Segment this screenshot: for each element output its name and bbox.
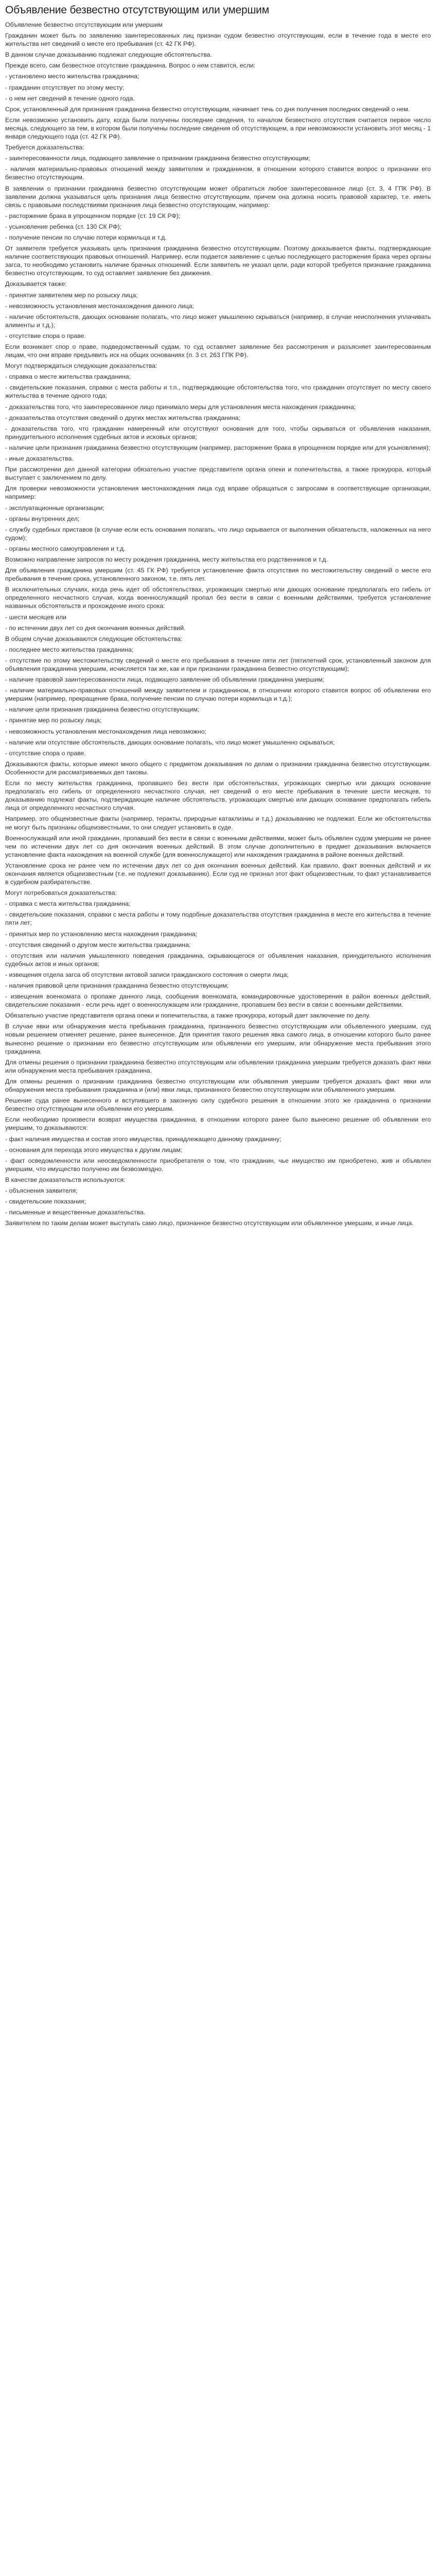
paragraph: В качестве доказательств используются: — [5, 1176, 126, 1183]
paragraph: - иные доказательства. — [5, 455, 74, 463]
paragraph: - о нем нет сведений в течение одного года. — [5, 94, 135, 102]
paragraph: - факт осведомленности или неосведомленности приобретателя о том, что гражданин, чье имущество им приобретено, жив и объявлен умершим, что имущество получено им безвозмездно. — [5, 1157, 431, 1173]
paragraph: Возможно направление запросов по месту рождения гражданина, месту жительства его родственников и т.д. — [5, 555, 328, 563]
paragraph: - наличие обстоятельств, дающих основание полагать, что лицо может умышленно скрываться (например, в случае неисполнения уплачивать алименты и т.д.); — [5, 313, 431, 329]
paragraph: - эксплуатационные организации; — [5, 504, 104, 512]
paragraph: - письменные и вещественные доказательства. — [5, 1209, 146, 1216]
paragraph: - отсутствия сведений о другом месте жительства гражданина; — [5, 941, 191, 948]
paragraph: - отсутствие по этому местожительству сведений о месте его пребывания в течение пяти лет (пятилетний срок, установленный законом для объявления гражданина умершим, исчисляется так же, как и при признании гражданина безвестно отсутствующим); — [5, 656, 431, 672]
paragraph: - службу судебных приставов (в случае если есть основания полагать, что лицо скрывается от выполнения обязательств, наложенных на него судом); — [5, 526, 431, 541]
paragraph: - получение пенсии по случаю потери кормильца и т.д. — [5, 233, 167, 241]
paragraph: При рассмотрении дел данной категории обязательно участие представителя органа опеки и попечительства, а также прокурора, который выступает с заключением по делу. — [5, 466, 431, 482]
paragraph: - извещения отдела загса об отсутствии актовой записи гражданского состояния о смерти лица; — [5, 971, 289, 978]
paragraph: - установлено место жительства гражданина; — [5, 73, 139, 80]
paragraph: Военнослужащий или иной гражданин, пропавший без вести в связи с военными действиями, может быть объявлен судом умершим не ранее чем по истечении двух лет со дня окончания военных действий. В этом случае дополнительно в предмет доказывания включается установление факта нахождения на военной службе (для военнослужащего) или нахождения гражданина в районе военных действий. — [5, 834, 431, 858]
paragraph: - отсутствие спора о праве. — [5, 749, 86, 757]
paragraph: - свидетельские показания, справки с места работы и т.п., подтверждающие обстоятельства того, что гражданин отсутствует по месту своего жительства в течение одного года; — [5, 384, 431, 400]
paragraph: - шести месяцев или — [5, 613, 66, 621]
paragraph: - органы внутренних дел; — [5, 515, 80, 522]
paragraph: Доказывается также: — [5, 280, 67, 288]
paragraph: Требуется доказательства: — [5, 144, 84, 151]
paragraph: - объяснения заявителя; — [5, 1187, 78, 1194]
paragraph: - невозможность установления местонахождения лица невозможно; — [5, 727, 206, 735]
paragraph: - отсутствие спора о праве. — [5, 332, 86, 340]
paragraph: - гражданин отсутствует по этому месту; — [5, 83, 125, 91]
paragraph: - наличие материально-правовых отношений между заявителем и гражданином, в отношении которого ставится вопрос об объявлении его умершим (например, прекращение брака, получение пенсии по случаю потери кормильца и т.д.); — [5, 687, 431, 703]
paragraph: - справка о месте жительства гражданина; — [5, 373, 131, 381]
paragraph: Могут потребоваться доказательства: — [5, 889, 117, 897]
paragraph: Заявителем по таким делам может выступать само лицо, признанное безвестно отсутствующим или объявленное умершим, и иные лица. — [5, 1219, 414, 1227]
paragraph: - органы местного самоуправления и т.д. — [5, 545, 126, 552]
paragraph: - свидетельские показания; — [5, 1198, 86, 1206]
paragraph: - принятие мер по розыску лица; — [5, 717, 102, 724]
paragraph: В случае явки или обнаружения места пребывания гражданина, признанного безвестно отсутствующим или объявленного умершим, суд новым решением отменяет решение, ранее вынесенное. Для принятия такого решения явка самого лица, в отношении которого было ранее вынесено решение о признании его безвестно отсутствующим или объявлении его умершим, или обнаружение места пребывания этого гражданина. — [5, 1023, 431, 1055]
paragraph: - доказательства того, что заинтересованное лицо принимало меры для установления места нахождения гражданина; — [5, 403, 356, 411]
paragraph: От заявителя требуется указывать цель признания гражданина безвестно отсутствующим. Поэтому доказывается факты, подтверждающие наличие соответствующих правовых отношений. Например, если подается заявление с целью последующего расторжения брака через органы загса, то необходимо установить наличие брачных отношений. Если заявитель не указал цели, ради которой требуется признание гражданина безвестно отсутствующим, то суд оставляет заявление без движения. — [5, 245, 431, 277]
paragraph: Прежде всего, сам безвестное отсутствие гражданина. Вопрос о нем ставится, если: — [5, 62, 256, 70]
paragraph: - наличия правовой цели признания гражданина безвестно отсутствующим; — [5, 982, 229, 989]
paragraph: В исключительных случаях, когда речь идет об обстоятельствах, угрожающих смертью или дающих основание предполагать его гибель от определенного несчастного случая, когда военнослужащий пропал без вести в связи с военными действиями, требуется установление названных обстоятельств и прохождение иного срока: — [5, 586, 431, 610]
paragraph: - заинтересованности лица, подающего заявление о признании гражданина безвестно отсутствующим; — [5, 155, 310, 162]
paragraph: - доказательства отсутствия сведений о других местах жительства гражданина; — [5, 414, 240, 421]
paragraph: - наличие или отсутствие обстоятельств, дающих основание полагать, что лицо может умышленно скрываться; — [5, 738, 335, 746]
article-body — [5, 21, 431, 1227]
paragraph: Если невозможно установить дату, когда были получены последние сведения, то началом безвестного отсутствия считается первое число месяца, следующего за тем, в котором были получены последние сведения об отсутствующем, а при невозможности установить этот месяц - 1 января следующего года (ст. 42 ГК РФ). — [5, 116, 431, 141]
paragraph: - невозможность установления местонахождения данного лица; — [5, 302, 194, 310]
paragraph: Если по месту жительства гражданина, пропавшего без вести при обстоятельствах, угрожающих смертью или дающих основание предполагать его гибель от определенного несчастного случая, нет сведений о его месте пребывания в течение шести месяцев, то доказыванию подлежат факты, подтверждающие наличие обстоятельств, угрожающих смертью или дающих основание предполагать гибель лица от определенного несчастного случая. — [5, 779, 431, 812]
paragraph: - наличия материально-правовых отношений между заявителем и гражданином, в отношении которого ставится вопрос о признании его безвестно отсутствующим. — [5, 165, 431, 181]
paragraph: - факт наличия имущества и состав этого имущества, принадлежащего данному гражданину; — [5, 1135, 282, 1143]
paragraph: Доказываются факты, которые имеют много общего с предметом доказывания по делам о признании гражданина безвестно отсутствующим. Особенности для рассматриваемых дел таковы. — [5, 760, 431, 776]
paragraph: Для отмены решения о признании гражданина безвестно отсутствующим или объявления умершим требуется доказать факт явки или обнаружения места пребывания гражданина и (или) явки лица, признанного безвестно отсутствующим или объявленного умершим. — [5, 1077, 431, 1094]
paragraph: Решение суда ранее вынесенного и вступившего в законную силу судебного решения в отношении этого же гражданина о признании безвестно отсутствующим или объявлении его умершим. — [5, 1097, 431, 1113]
paragraph: - наличие правовой заинтересованности лица, подающего заявление об объявлении гражданина умершим; — [5, 676, 324, 684]
paragraph: - по истечении двух лет со дня окончания военных действий. — [5, 624, 186, 632]
paragraph: Если необходимо произвести возврат имущества гражданина, в отношении которого ранее было вынесено решение об объявлении его умершим, то доказываются: — [5, 1116, 431, 1132]
paragraph: - принятых мер по установлению места нахождения гражданина; — [5, 930, 198, 938]
paragraph: Для отмены решения о признании гражданина безвестно отсутствующим или объявлении гражданина умершим требуется доказать факт явки или обнаружения места пребывания гражданина. — [5, 1058, 431, 1074]
paragraph: Срок, установленный для признания гражданина безвестно отсутствующим, начинает течь со дня получения последних сведений о нем. — [5, 105, 410, 113]
paragraph: - справка с места жительства гражданина; — [5, 900, 131, 908]
paragraph: Если возникает спор о праве, подведомственный судам, то суд оставляет заявление без рассмотрения и разъясняет заинтересованным лицам, что они вправе предъявить иск на общих основаниях (п. 3 ст. 263 ГПК РФ). — [5, 343, 431, 359]
paragraph: В данном случае доказыванию подлежат следующие обстоятельства. — [5, 51, 212, 59]
paragraph: Обязательно участие представителя органа опеки и попечительства, а также прокурора, который дает заключение по делу. — [5, 1012, 371, 1020]
paragraph: - расторжение брака в упрощенном порядке (ст. 19 СК РФ); — [5, 212, 181, 219]
paragraph: - свидетельские показания, справки с места работы и тому подобные доказательства отсутствия гражданина в месте его жительства в течение пяти лет; — [5, 911, 431, 927]
paragraph: В заявлении о признании гражданина безвестно отсутствующим может обратиться любое заинтересованное лицо (ст. 3, 4 ГПК РФ). В заявлении должна указываться цель признания лица безвестно отсутствующим, причем она должна носить правовой характер, т.е. иметь связь с правовыми последствиями признания лица безвестно отсутствующим, например: — [5, 184, 431, 209]
paragraph: - наличие цели признания гражданина безвестно отсутствующим (например, расторжение брака в упрощенном порядке или для усыновления); — [5, 444, 430, 451]
paragraph: Могут подтверждаться следующие доказательства: — [5, 362, 158, 370]
paragraph: - отсутствия или наличия умышленного поведения гражданина, скрывающегося от объявления наказания, принудительного исполнения судебных актов и иных органов; — [5, 952, 431, 968]
paragraph: Объявление безвестно отсутствующим или умершим — [5, 21, 163, 28]
paragraph: Гражданин может быть по заявлению заинтересованных лиц признан судом безвестно отсутствующим, если в течение года в месте его жительства нет сведений о месте его пребывания (ст. 42 ГК РФ). — [5, 32, 431, 48]
paragraph: Установление срока не ранее чем по истечении двух лет со дня окончания военных действий. Как правило, факт военных действий и их окончания является общеизвестным (т.е. не подлежит доказыванию). Если суд не признал этот факт общеизвестным, то факт устанавливается в судебном разбирательстве. — [5, 861, 431, 886]
paragraph: - принятие заявителем мер по розыску лица; — [5, 291, 138, 299]
paragraph: - последнее место жительства гражданина; — [5, 646, 134, 653]
paragraph: Для проверки невозможности установления местонахождения лица суд вправе обращаться с запросами в соответствующие организации, например: — [5, 485, 431, 501]
paragraph: - извещения военкомата о пропаже данного лица, сообщения военкомата, командировочные удостоверения в район военных действий, свидетельские показания - если речь идет о военнослужащем или гражданине, пропавшем без вести в связи с военными действиями. — [5, 993, 431, 1009]
paragraph: - усыновление ребенка (ст. 130 СК РФ); — [5, 223, 121, 230]
paragraph: - наличие цели признания гражданина безвестно отсутствующим; — [5, 706, 200, 714]
paragraph: - доказательства того, что гражданин намеренный или отсутствуют основания для того, чтобы скрываться от объявления наказания, принудительного исполнения судебных актов и исковых органов; — [5, 425, 431, 440]
page-title: Объявление безвестно отсутствующим или умершим — [5, 4, 269, 16]
paragraph: Например, это общеизвестные факты (например, теракты, природные катаклизмы и т.д.) доказыванию не подлежат. Если же обстоятельства не могут быть признаны общеизвестными, то они следует установить в суде. — [5, 815, 431, 831]
paragraph: В общем случае доказываются следующие обстоятельства: — [5, 635, 183, 642]
paragraph: - основания для перехода этого имущества к другим лицам; — [5, 1146, 182, 1154]
paragraph: Для объявления гражданина умершим (ст. 45 ГК РФ) требуется установление факта отсутствия по местожительству сведений о месте его пребывания в течение срока, установленного законом, т.е. пять лет. — [5, 567, 431, 583]
